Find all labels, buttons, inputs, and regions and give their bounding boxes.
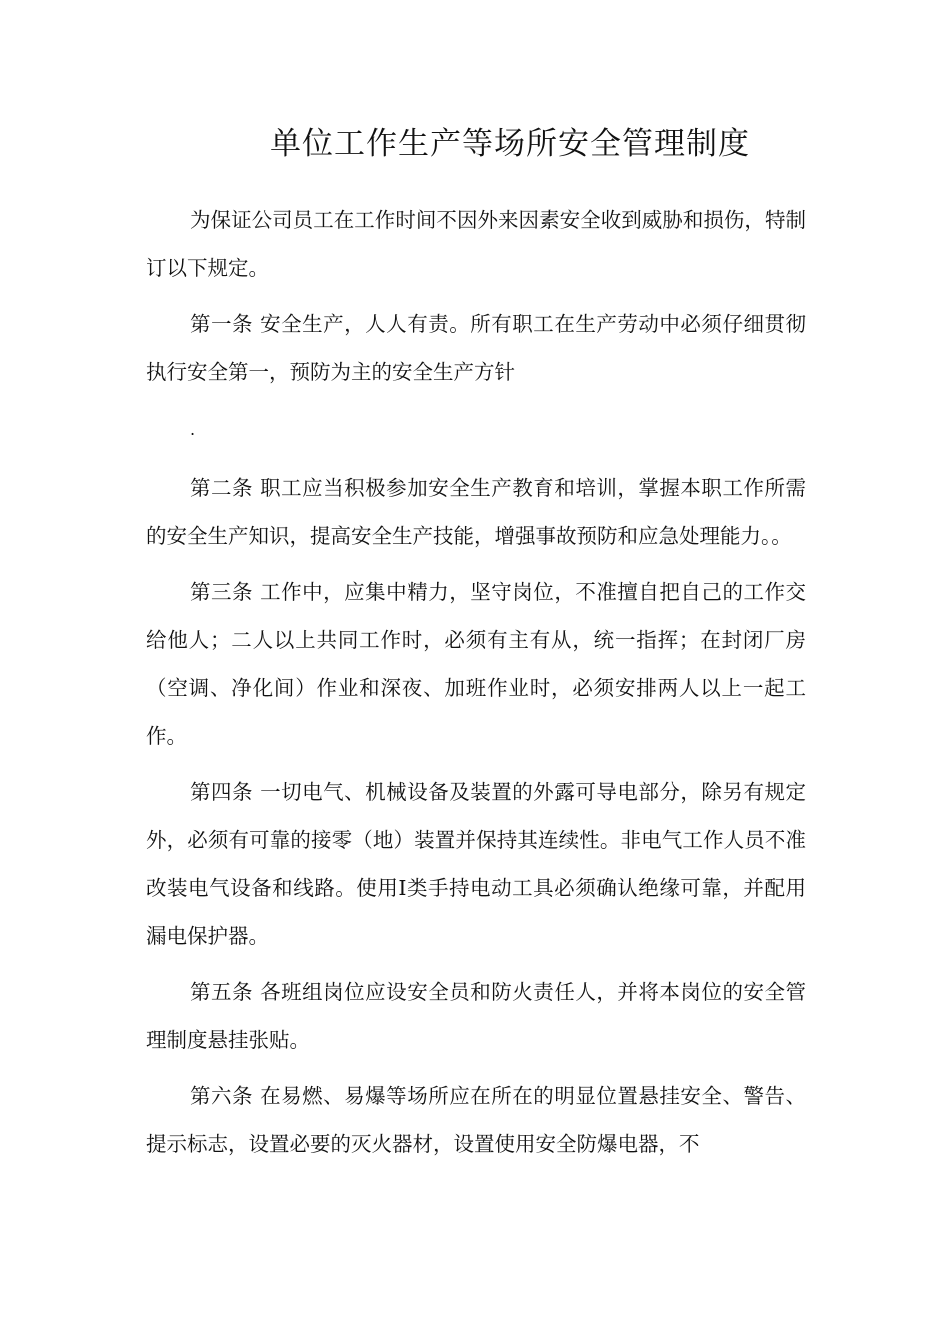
document-body [146,196,806,1176]
stray-period: . [190,420,196,439]
article-6-paragraph: 第六条 在易燃、易爆等场所应在所在的明显位置悬挂安全、警告、提示标志，设置必要的灭火器材，设置使用安全防爆电器，不 [146,1084,806,1156]
stray-period-line [146,404,806,454]
article-2-paragraph: 第二条 职工应当积极参加安全生产教育和培训，掌握本职工作所需的安全生产知识，提高安全生产技能，增强事故预防和应急处理能力。。 [146,476,806,548]
article-1-paragraph: 第一条 安全生产，人人有责。所有职工在生产劳动中必须仔细贯彻执行安全第一，预防为主的安全生产方针 [146,312,806,384]
intro-paragraph: 为保证公司员工在工作时间不因外来因素安全收到威胁和损伤，特制订以下规定。 [146,208,806,280]
article-3-paragraph: 第三条 工作中，应集中精力，坚守岗位，不准擅自把自己的工作交给他人；二人以上共同工作时，必须有主有从，统一指挥；在封闭厂房（空调、净化间）作业和深夜、加班作业时，必须安排两人以上一起工作。 [146,580,806,748]
document-title: 单位工作生产等场所安全管理制度 [270,126,750,162]
article-5-paragraph: 第五条 各班组岗位应设安全员和防火责任人，并将本岗位的安全管理制度悬挂张贴。 [146,980,806,1052]
article-4-paragraph: 第四条 一切电气、机械设备及装置的外露可导电部分，除另有规定外，必须有可靠的接零（地）装置并保持其连续性。非电气工作人员不准改装电气设备和线路。使用Ⅰ类手持电动工具必须确认绝缘可靠，并配用漏电保护器。 [146,780,806,948]
